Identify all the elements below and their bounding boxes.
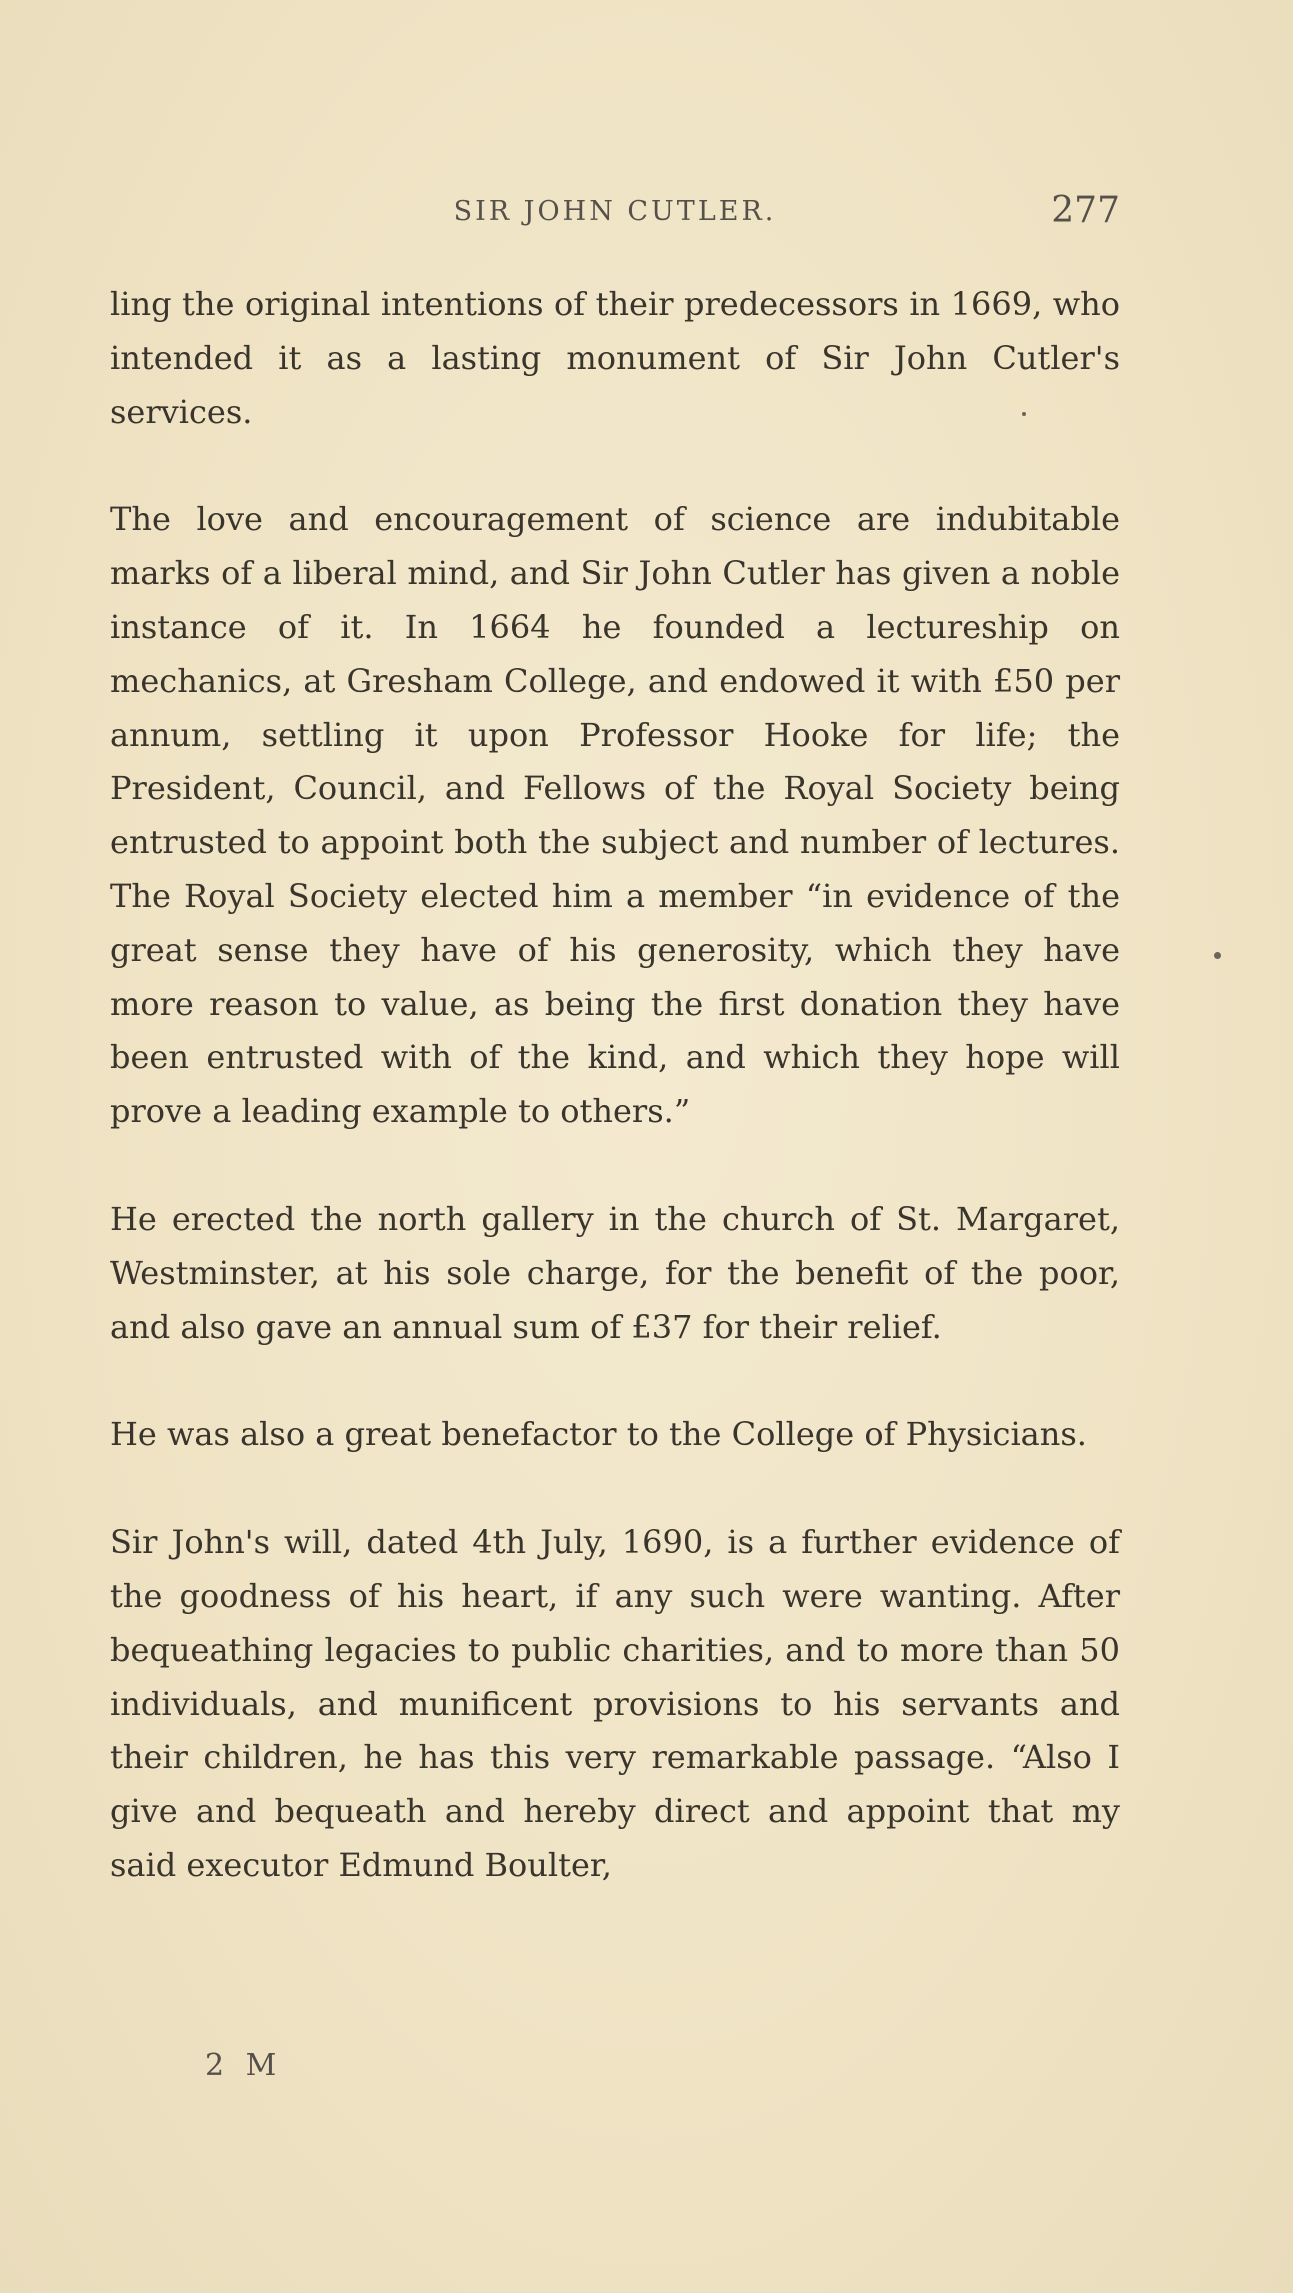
ink-speck <box>1214 952 1221 959</box>
body-text <box>110 278 1120 1893</box>
page-header <box>110 190 1120 236</box>
running-head: SIR JOHN CUTLER. <box>453 196 777 227</box>
page-number: 277 <box>1051 190 1120 231</box>
ink-speck <box>1022 412 1026 416</box>
paragraph-will: Sir John's will, dated 4th July, 1690, is a further evidence of the goodness of his heart, if any such were wanting. After bequeathing legacies to public charities, and to more than 50 individuals, and munificent provisions to his servants and their children, he has this very remarkable passage. “Also I give and bequeath and hereby direct and appoint that my said executor Edmund Boulter, <box>110 1523 1120 1884</box>
paragraph-physicians: He was also a great benefactor to the College of Physicians. <box>110 1415 1087 1454</box>
paragraph-science: The love and encouragement of science are indubitable marks of a liberal mind, and Sir John Cutler has given a noble instance of it. In 1664 he founded a lectureship on mechanics, at Gresham College, and endowed it with £50 per annum, settling it upon Professor Hooke for life; the President, Council, and Fellows of the Royal Society being entrusted to appoint both the subject and number of lectures. The Royal Society elected him a member “in evidence of the great sense they have of his generosity, which they have more reason to value, as being the first donation they have been entrusted with of the kind, and which they hope will prove a leading example to others.” <box>110 500 1120 1131</box>
paragraph-north-gallery: He erected the north gallery in the church of St. Margaret, Westminster, at his sole charge, for the benefit of the poor, and also gave an annual sum of £37 for their relief. <box>110 1199 1120 1346</box>
paragraph-continuation: ling the original intentions of their predecessors in 1669, who intended it as a lasting monument of Sir John Cutler's services. <box>110 285 1120 431</box>
signature-mark: 2 M <box>205 2048 283 2083</box>
